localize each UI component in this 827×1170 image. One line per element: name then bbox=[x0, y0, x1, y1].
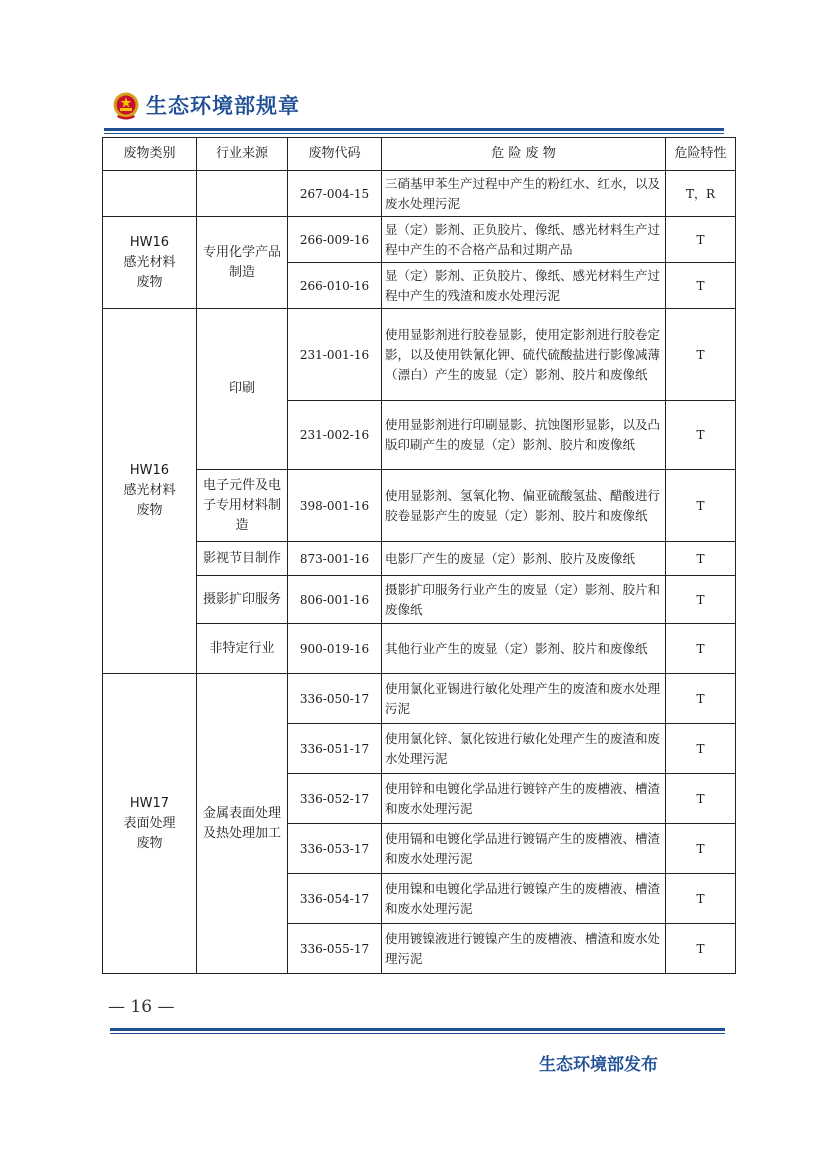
hazard-cell: T bbox=[666, 542, 736, 576]
code-cell: 231-001-16 bbox=[288, 309, 382, 401]
waste-cell: 使用氯化亚锡进行敏化处理产生的废渣和废水处理污泥 bbox=[382, 674, 666, 724]
hazard-cell: T bbox=[666, 824, 736, 874]
header-title: 生态环境部规章 bbox=[146, 94, 300, 118]
code-cell: 336-050-17 bbox=[288, 674, 382, 724]
source-cell: 金属表面处理及热处理加工 bbox=[197, 674, 288, 974]
hazard-cell: T bbox=[666, 576, 736, 624]
waste-cell: 使用锌和电镀化学品进行镀锌产生的废槽液、槽渣和废水处理污泥 bbox=[382, 774, 666, 824]
column-header-category: 废物类别 bbox=[103, 138, 197, 171]
hazard-cell: T bbox=[666, 217, 736, 263]
code-cell: 398-001-16 bbox=[288, 470, 382, 542]
footer-rule-thin bbox=[110, 1033, 725, 1034]
category-label: HW16 感光材料 废物 bbox=[123, 234, 176, 290]
hazard-cell: T bbox=[666, 674, 736, 724]
category-label: HW16 感光材料 废物 bbox=[123, 463, 176, 518]
column-header-hazard: 危险特性 bbox=[666, 138, 736, 171]
category-label: HW17 表面处理 废物 bbox=[123, 795, 176, 851]
waste-cell: 使用氯化锌、氯化铵进行敏化处理产生的废渣和废水处理污泥 bbox=[382, 724, 666, 774]
waste-cell: 电影厂产生的废显（定）影剂、胶片及废像纸 bbox=[382, 542, 666, 576]
waste-cell: 三硝基甲苯生产过程中产生的粉红水、红水，以及废水处理污泥 bbox=[382, 171, 666, 217]
source-cell bbox=[197, 171, 288, 217]
hazard-cell: T bbox=[666, 924, 736, 974]
code-cell: 267-004-15 bbox=[288, 171, 382, 217]
code-cell: 231-002-16 bbox=[288, 401, 382, 470]
waste-cell: 使用显影剂、氢氧化物、偏亚硫酸氢盐、醋酸进行胶卷显影产生的废显（定）影剂、胶片和废像纸 bbox=[382, 470, 666, 542]
code-cell: 336-054-17 bbox=[288, 874, 382, 924]
table-row bbox=[103, 171, 736, 217]
category-cell-hw16 bbox=[103, 309, 197, 674]
hazard-cell: T bbox=[666, 470, 736, 542]
footer-rule bbox=[110, 1028, 725, 1031]
page-number-value: 16 bbox=[130, 997, 153, 1017]
code-cell: 336-055-17 bbox=[288, 924, 382, 974]
table-row bbox=[103, 542, 736, 576]
hazard-cell: T，R bbox=[666, 171, 736, 217]
source-cell: 影视节目制作 bbox=[197, 542, 288, 576]
hazard-cell: T bbox=[666, 309, 736, 401]
waste-cell: 使用显影剂进行印刷显影、抗蚀图形显影，以及凸版印刷产生的废显（定）影剂、胶片和废像纸 bbox=[382, 401, 666, 470]
table-row bbox=[103, 217, 736, 263]
table-row bbox=[103, 576, 736, 624]
publisher-label: 生态环境部发布 bbox=[539, 1055, 658, 1075]
table-row bbox=[103, 624, 736, 674]
table-row bbox=[103, 470, 736, 542]
source-cell: 印刷 bbox=[197, 309, 288, 470]
column-header-code: 废物代码 bbox=[288, 138, 382, 171]
source-cell: 摄影扩印服务 bbox=[197, 576, 288, 624]
code-cell: 873-001-16 bbox=[288, 542, 382, 576]
table-row bbox=[103, 674, 736, 724]
code-cell: 336-051-17 bbox=[288, 724, 382, 774]
source-cell: 专用化学产品制造 bbox=[197, 217, 288, 309]
hazard-cell: T bbox=[666, 624, 736, 674]
hazard-cell: T bbox=[666, 724, 736, 774]
page-header bbox=[104, 88, 724, 128]
code-cell: 336-052-17 bbox=[288, 774, 382, 824]
page-number: — 16 — bbox=[108, 997, 175, 1017]
source-cell: 非特定行业 bbox=[197, 624, 288, 674]
waste-cell: 使用镉和电镀化学品进行镀镉产生的废槽液、槽渣和废水处理污泥 bbox=[382, 824, 666, 874]
header-rule-thin bbox=[104, 133, 724, 134]
waste-cell: 其他行业产生的废显（定）影剂、胶片和废像纸 bbox=[382, 624, 666, 674]
hazard-cell: T bbox=[666, 263, 736, 309]
code-cell: 266-009-16 bbox=[288, 217, 382, 263]
hazard-cell: T bbox=[666, 874, 736, 924]
hazard-cell: T bbox=[666, 401, 736, 470]
column-header-source: 行业来源 bbox=[197, 138, 288, 171]
category-cell-hw16 bbox=[103, 217, 197, 309]
hazard-cell: T bbox=[666, 774, 736, 824]
national-emblem-icon bbox=[112, 91, 140, 121]
category-cell-hw17 bbox=[103, 674, 197, 974]
hazardous-waste-table bbox=[102, 137, 736, 974]
waste-cell: 显（定）影剂、正负胶片、像纸、感光材料生产过程中产生的残渣和废水处理污泥 bbox=[382, 263, 666, 309]
table-header-row bbox=[103, 138, 736, 171]
category-cell bbox=[103, 171, 197, 217]
waste-cell: 显（定）影剂、正负胶片、像纸、感光材料生产过程中产生的不合格产品和过期产品 bbox=[382, 217, 666, 263]
header-rule bbox=[104, 128, 724, 131]
waste-cell: 使用显影剂进行胶卷显影，使用定影剂进行胶卷定影，以及使用铁氰化钾、硫代硫酸盐进行影像减薄（漂白）产生的废显（定）影剂、胶片和废像纸 bbox=[382, 309, 666, 401]
table-row bbox=[103, 309, 736, 401]
waste-cell: 使用镀镍液进行镀镍产生的废槽液、槽渣和废水处理污泥 bbox=[382, 924, 666, 974]
code-cell: 336-053-17 bbox=[288, 824, 382, 874]
code-cell: 266-010-16 bbox=[288, 263, 382, 309]
column-header-waste: 危 险 废 物 bbox=[382, 138, 666, 171]
code-cell: 806-001-16 bbox=[288, 576, 382, 624]
source-cell: 电子元件及电子专用材料制造 bbox=[197, 470, 288, 542]
waste-cell: 使用镍和电镀化学品进行镀镍产生的废槽液、槽渣和废水处理污泥 bbox=[382, 874, 666, 924]
waste-cell: 摄影扩印服务行业产生的废显（定）影剂、胶片和废像纸 bbox=[382, 576, 666, 624]
code-cell: 900-019-16 bbox=[288, 624, 382, 674]
